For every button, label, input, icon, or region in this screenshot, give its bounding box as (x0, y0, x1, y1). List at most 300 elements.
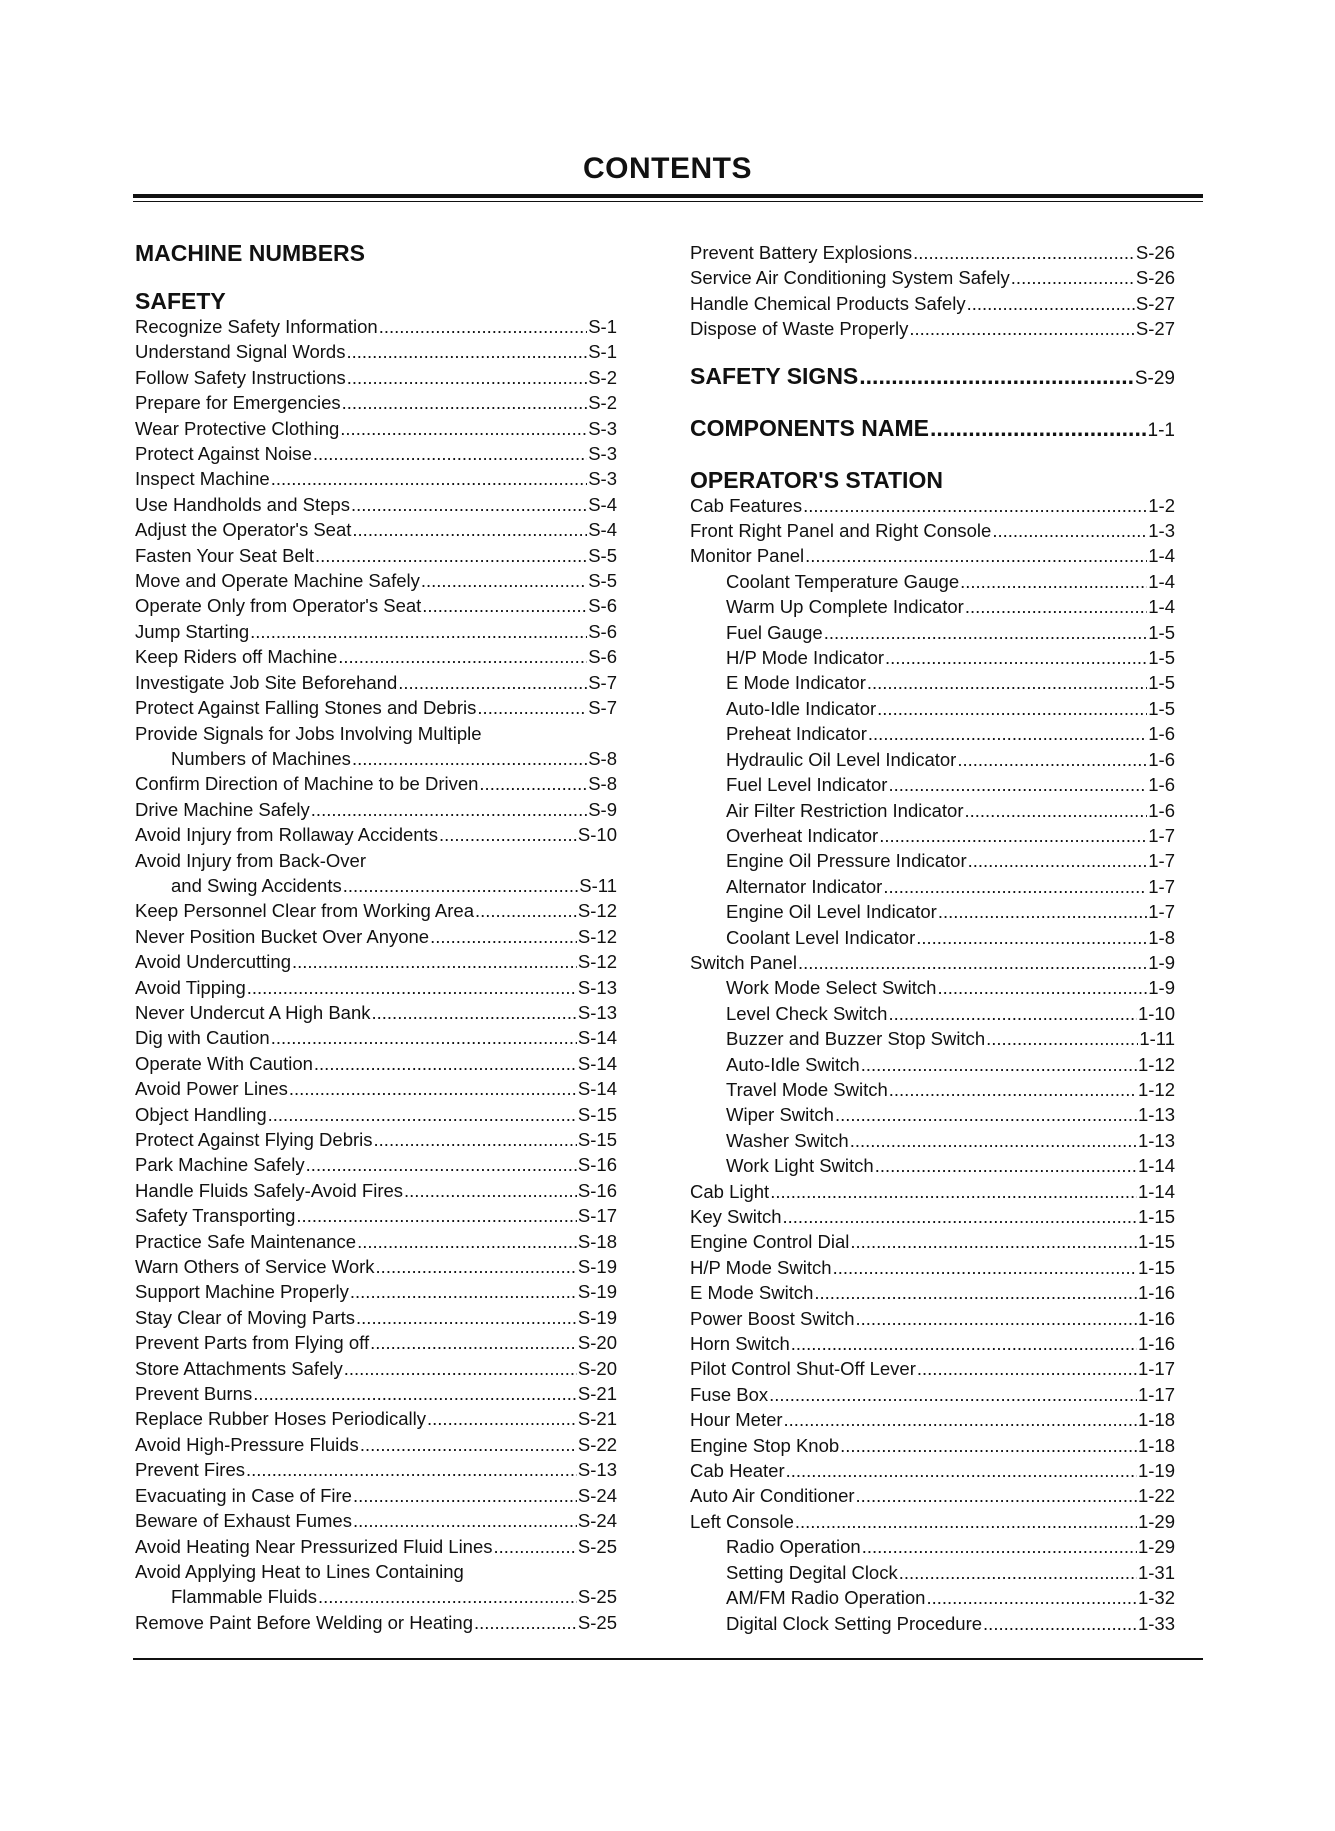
toc-entry-label: Safety Transporting (135, 1205, 296, 1227)
toc-entry-label: Fuel Gauge (726, 621, 823, 643)
toc-entry-label: Jump Starting (135, 620, 250, 642)
leader-dots (379, 314, 588, 339)
toc-entry[interactable] (135, 975, 617, 1000)
leader-dots (868, 721, 1147, 746)
section-components-name[interactable]: COMPONENTS NAME ..... 1-1 (690, 414, 1175, 445)
toc-entry[interactable] (135, 1381, 617, 1406)
toc-entry[interactable] (690, 240, 1175, 265)
toc-entry-page: S-1 (588, 316, 617, 337)
toc-entry-label: Wiper Switch (726, 1104, 834, 1126)
leader-dots (879, 823, 1147, 848)
toc-entry-page: 1-2 (1148, 494, 1175, 516)
toc-entry[interactable] (135, 695, 617, 720)
toc-entry[interactable] (135, 1051, 617, 1076)
toc-entry-page: 1-14 (1137, 1180, 1175, 1202)
toc-entry-label: Radio Operation (726, 1536, 861, 1558)
toc-entry-label: E Mode Switch (690, 1282, 814, 1304)
toc-entry[interactable] (135, 1025, 617, 1050)
leader-dots (338, 644, 587, 669)
toc-entry[interactable] (690, 645, 1175, 670)
toc-entry-page: 1-6 (1148, 748, 1175, 770)
leader-dots (372, 1000, 577, 1025)
toc-entry[interactable] (690, 543, 1175, 568)
toc-entry[interactable]: Numbers of Machines ..... S-8 (135, 746, 617, 771)
leader-dots (357, 1229, 577, 1254)
toc-entry-page: 1-5 (1148, 697, 1175, 719)
leader-dots (289, 1076, 577, 1101)
toc-entry[interactable] (135, 924, 617, 949)
toc-entry-label: Fuel Level Indicator (726, 774, 888, 796)
toc-entry-label: Recognize Safety Information (135, 316, 378, 337)
leader-dots (439, 822, 577, 847)
toc-entry[interactable] (135, 1254, 617, 1279)
toc-entry[interactable] (690, 1255, 1175, 1280)
leader-dots (783, 1204, 1137, 1229)
toc-entry-label: Travel Mode Switch (726, 1078, 888, 1100)
leader-dots (983, 1611, 1137, 1636)
toc-entry-label: Prevent Battery Explosions (690, 242, 913, 263)
toc-entry[interactable] (135, 1305, 617, 1330)
toc-entry[interactable] (135, 390, 617, 415)
toc-entry[interactable] (135, 898, 617, 923)
toc-entry[interactable] (690, 1077, 1175, 1102)
toc-entry-page: S-9 (588, 798, 617, 820)
toc-entry[interactable] (690, 721, 1175, 746)
toc-entry[interactable] (690, 798, 1175, 823)
toc-entry[interactable] (690, 1356, 1175, 1381)
top-rule-thin (133, 201, 1203, 202)
leader-dots (398, 670, 587, 695)
toc-entry[interactable] (135, 593, 617, 618)
toc-entry-label: Coolant Level Indicator (726, 926, 916, 948)
toc-entry-label: Keep Personnel Clear from Working Area (135, 900, 474, 922)
leader-dots (346, 339, 587, 364)
toc-entry-page: S-15 (577, 1103, 617, 1125)
toc-entry-label: Cab Light (690, 1180, 770, 1202)
toc-list (690, 1179, 1175, 1535)
toc-entry-page: 1-15 (1137, 1231, 1175, 1253)
leader-dots (344, 1356, 577, 1381)
leader-dots (965, 594, 1147, 619)
toc-entry[interactable] (135, 416, 617, 441)
toc-entry-page: S-1 (588, 341, 617, 363)
toc-entry-label: Hour Meter (690, 1409, 783, 1431)
toc-entry[interactable] (690, 747, 1175, 772)
toc-entry-label: Confirm Direction of Machine to be Driven (135, 773, 479, 795)
leader-dots (477, 695, 587, 720)
toc-entry-label: Engine Oil Level Indicator (726, 901, 937, 923)
toc-entry[interactable] (690, 925, 1175, 950)
toc-entry[interactable] (135, 1127, 617, 1152)
toc-entry-page: 1-7 (1148, 875, 1175, 897)
toc-entry-label: Protect Against Flying Debris (135, 1129, 373, 1150)
toc-entry[interactable] (690, 1128, 1175, 1153)
toc-entry[interactable] (690, 291, 1175, 316)
toc-entry-page: S-5 (588, 544, 617, 566)
toc-entry-page: S-19 (577, 1281, 617, 1303)
toc-entry-label: Investigate Job Site Beforehand (135, 671, 398, 693)
toc-entry-page: 1-9 (1148, 977, 1175, 999)
toc-entry-page: S-12 (577, 925, 617, 947)
toc-entry-page: 1-12 (1137, 1053, 1175, 1075)
toc-entry-page: 1-15 (1137, 1256, 1175, 1278)
toc-entry-page: 1-14 (1137, 1155, 1175, 1177)
leader-dots (888, 1001, 1137, 1026)
toc-entry-label: Handle Chemical Products Safely (690, 292, 966, 314)
toc-entry-label: Prepare for Emergencies (135, 392, 341, 414)
toc-entry[interactable] (690, 1407, 1175, 1432)
toc-entry[interactable] (135, 619, 617, 644)
toc-entry[interactable] (690, 594, 1175, 619)
toc-entry-label: Power Boost Switch (690, 1307, 855, 1329)
toc-entry-page: 1-29 (1137, 1510, 1175, 1532)
toc-entry-page: 1-10 (1137, 1002, 1175, 1024)
toc-entry-page: S-27 (1135, 318, 1175, 340)
leader-dots (938, 899, 1147, 924)
toc-entry-label: Warm Up Complete Indicator (726, 596, 964, 618)
toc-list (690, 493, 1175, 569)
leader-dots (803, 493, 1147, 518)
leader-dots (347, 365, 587, 390)
leader-dots (314, 1051, 577, 1076)
leader-dots (885, 645, 1147, 670)
toc-entry-page: S-16 (577, 1179, 617, 1201)
toc-entry-label: Engine Control Dial (690, 1231, 850, 1253)
toc-entry-label: Adjust the Operator's Seat (135, 519, 352, 541)
toc-entry[interactable]: and Swing Accidents ..... S-11 (135, 873, 617, 898)
toc-entry[interactable] (690, 1331, 1175, 1356)
toc-entry[interactable] (135, 1279, 617, 1304)
toc-entry[interactable] (135, 822, 617, 847)
toc-entry-label: Engine Oil Pressure Indicator (726, 850, 967, 872)
toc-entry[interactable] (135, 1102, 617, 1127)
toc-entry-page: S-3 (588, 417, 617, 439)
toc-entry-page: 1-19 (1137, 1460, 1175, 1482)
toc-entry[interactable] (135, 517, 617, 542)
toc-entry[interactable] (135, 1178, 617, 1203)
toc-entry-line[interactable]: Provide Signals for Jobs Involving Multiple (135, 722, 482, 744)
toc-entry-page: 1-4 (1148, 545, 1175, 567)
toc-entry-label: Horn Switch (690, 1333, 790, 1355)
toc-entry[interactable] (690, 874, 1175, 899)
toc-entry-page: 1-29 (1137, 1536, 1175, 1558)
leader-dots (769, 1382, 1137, 1407)
leader-dots (340, 416, 587, 441)
toc-entry-page: 1-16 (1137, 1307, 1175, 1329)
toc-entry-label: Never Undercut A High Bank (135, 1001, 371, 1023)
leader-dots (1011, 265, 1135, 290)
toc-entry-label: Prevent Fires (135, 1459, 246, 1481)
toc-entry-page: S-21 (577, 1383, 617, 1405)
leader-dots (246, 1457, 577, 1482)
toc-entry[interactable] (135, 1330, 617, 1355)
top-rule (133, 194, 1203, 198)
leader-dots (352, 517, 587, 542)
toc-entry-label: Use Handholds and Steps (135, 493, 350, 515)
toc-entry-line[interactable]: Avoid Applying Heat to Lines Containing (135, 1560, 464, 1582)
page-title: CONTENTS (583, 152, 752, 185)
toc-entry[interactable] (135, 1534, 617, 1559)
toc-entry-page: S-12 (577, 951, 617, 973)
leader-dots (899, 1560, 1137, 1585)
toc-list (690, 240, 1175, 342)
toc-entry[interactable] (690, 1229, 1175, 1254)
toc-entry-label: Keep Riders off Machine (135, 646, 338, 668)
toc-entry[interactable] (135, 949, 617, 974)
leader-dots (877, 696, 1147, 721)
toc-entry-page: 1-7 (1148, 850, 1175, 872)
toc-entry[interactable] (690, 1382, 1175, 1407)
toc-entry[interactable] (690, 1585, 1175, 1610)
toc-entry[interactable] (135, 1152, 617, 1177)
toc-entry-page: S-26 (1135, 267, 1175, 289)
toc-entry[interactable] (690, 620, 1175, 645)
toc-entry[interactable] (690, 1458, 1175, 1483)
toc-entry-label: Handle Fluids Safely-Avoid Fires (135, 1179, 404, 1201)
toc-entry-page: 1-18 (1137, 1409, 1175, 1431)
leader-dots (992, 518, 1147, 543)
toc-entry-line[interactable]: Avoid Injury from Back-Over (135, 849, 366, 871)
leader-dots (292, 949, 577, 974)
toc-entry-page: 1-5 (1148, 621, 1175, 643)
toc-sublist (690, 975, 1175, 1178)
toc-entry[interactable] (690, 1052, 1175, 1077)
toc-entry-label: Move and Operate Machine Safely (135, 570, 420, 592)
toc-entry[interactable] (135, 492, 617, 517)
toc-entry-page: S-5 (588, 570, 617, 592)
toc-entry-label: Store Attachments Safely (135, 1357, 343, 1379)
toc-entry-page: 1-4 (1148, 596, 1175, 618)
toc-entry-label: Wear Protective Clothing (135, 417, 340, 439)
toc-entry-label: H/P Mode Switch (690, 1256, 832, 1278)
toc-entry[interactable] (690, 1026, 1175, 1051)
section-operators-station[interactable]: OPERATOR'S STATION (690, 466, 943, 493)
toc-entry[interactable] (690, 1153, 1175, 1178)
toc-entry[interactable] (135, 797, 617, 822)
leader-dots (883, 874, 1147, 899)
toc-entry-page: S-18 (577, 1230, 617, 1252)
toc-entry-page: 1-13 (1137, 1104, 1175, 1126)
toc-entry-page: S-14 (577, 1027, 617, 1049)
toc-entry-page: S-14 (577, 1078, 617, 1100)
toc-entry[interactable] (690, 1483, 1175, 1508)
leader-dots (376, 1254, 577, 1279)
leader-dots (957, 747, 1147, 772)
toc-entry[interactable] (135, 1457, 617, 1482)
toc-entry[interactable]: Switch Panel ..... 1-9 (690, 950, 1175, 975)
toc-entry[interactable] (690, 1611, 1175, 1636)
toc-entry-page: S-15 (577, 1129, 617, 1150)
leader-dots (850, 1128, 1137, 1153)
toc-entry[interactable] (690, 1306, 1175, 1331)
toc-entry[interactable] (690, 1560, 1175, 1585)
toc-entry[interactable] (690, 569, 1175, 594)
toc-entry-page: S-7 (588, 671, 617, 693)
toc-entry[interactable] (690, 975, 1175, 1000)
toc-entry-label: Follow Safety Instructions (135, 366, 346, 388)
toc-entry-page: 1-31 (1137, 1561, 1175, 1583)
toc-entry-label: Avoid Heating Near Pressurized Fluid Lines (135, 1535, 493, 1557)
toc-entry[interactable] (690, 1534, 1175, 1559)
toc-entry-label: Fasten Your Seat Belt (135, 544, 314, 566)
bottom-rule (133, 1658, 1203, 1660)
toc-entry-label: Preheat Indicator (726, 723, 867, 745)
section-machine-numbers[interactable]: MACHINE NUMBERS (135, 240, 365, 266)
toc-entry[interactable] (135, 1203, 617, 1228)
leader-dots (374, 1127, 577, 1152)
leader-dots (786, 1458, 1137, 1483)
toc-entry-page: S-24 (577, 1484, 617, 1506)
leader-dots (889, 1077, 1137, 1102)
toc-entry[interactable] (690, 493, 1175, 518)
toc-entry-page: S-19 (577, 1256, 617, 1278)
toc-entry-label: Avoid Injury from Rollaway Accidents (135, 824, 438, 846)
toc-entry-label: Inspect Machine (135, 468, 270, 490)
toc-entry[interactable] (135, 670, 617, 695)
toc-entry-page: 1-32 (1137, 1587, 1175, 1609)
toc-entry[interactable] (690, 1179, 1175, 1204)
toc-entry-page: 1-17 (1137, 1358, 1175, 1380)
toc-entry-label: Front Right Panel and Right Console (690, 520, 992, 542)
toc-entry-page: S-20 (577, 1357, 617, 1379)
toc-entry[interactable] (690, 772, 1175, 797)
toc-entry-label: Prevent Parts from Flying off (135, 1332, 370, 1354)
toc-entry-label: Stay Clear of Moving Parts (135, 1306, 356, 1328)
leader-dots (421, 568, 587, 593)
leader-dots (814, 1280, 1137, 1305)
leader-dots (968, 848, 1148, 873)
toc-entry[interactable] (690, 823, 1175, 848)
toc-entry-page: S-4 (588, 519, 617, 541)
leader-dots (370, 1330, 577, 1355)
toc-entry[interactable] (135, 1076, 617, 1101)
toc-entry[interactable] (690, 1204, 1175, 1229)
toc-entry-label: H/P Mode Indicator (726, 647, 885, 669)
section-safety-signs[interactable]: SAFETY SIGNS ..... S-29 (690, 362, 1175, 393)
toc-entry[interactable] (690, 1001, 1175, 1026)
toc-entry[interactable] (690, 316, 1175, 341)
leader-dots (967, 291, 1135, 316)
toc-entry[interactable] (690, 265, 1175, 290)
toc-entry[interactable] (690, 1102, 1175, 1127)
toc-entry-label: Warn Others of Service Work (135, 1256, 375, 1278)
leader-dots (986, 1026, 1138, 1051)
toc-entry-page: S-21 (577, 1408, 617, 1430)
leader-dots (833, 1255, 1137, 1280)
leader-dots (315, 543, 587, 568)
leader-dots (268, 1102, 577, 1127)
toc-entry[interactable] (135, 1432, 617, 1457)
toc-entry[interactable] (690, 670, 1175, 695)
leader-dots (861, 1052, 1137, 1077)
toc-entry-page: 1-6 (1148, 723, 1175, 745)
toc-entry-label: Engine Stop Knob (690, 1434, 840, 1456)
toc-entry-page: 1-4 (1148, 570, 1175, 592)
toc-entry-label: Practice Safe Maintenance (135, 1230, 357, 1252)
toc-entry-label: Setting Degital Clock (726, 1561, 898, 1583)
toc-entry-label: Evacuating in Case of Fire (135, 1484, 352, 1506)
toc-entry-label: Prevent Burns (135, 1383, 253, 1405)
toc-entry[interactable] (690, 1433, 1175, 1458)
left-column (135, 240, 617, 1635)
toc-entry-page: S-24 (577, 1510, 617, 1532)
toc-entry[interactable] (135, 644, 617, 669)
toc-entry-page: 1-5 (1148, 672, 1175, 694)
leader-dots (342, 390, 588, 415)
leader-dots (306, 1152, 577, 1177)
toc-entry-label: Washer Switch (726, 1129, 849, 1151)
toc-entry[interactable] (690, 1280, 1175, 1305)
toc-entry[interactable]: Remove Paint Before Welding or Heating ..... S-25 (135, 1610, 617, 1635)
toc-entry[interactable] (690, 899, 1175, 924)
leader-dots (494, 1534, 577, 1559)
toc-entry[interactable] (690, 518, 1175, 543)
toc-entry-page: 1-17 (1137, 1383, 1175, 1405)
toc-entry[interactable] (135, 1356, 617, 1381)
toc-entry[interactable] (135, 314, 617, 339)
toc-entry[interactable] (135, 1000, 617, 1025)
leader-dots (479, 771, 587, 796)
leader-dots (835, 1102, 1137, 1127)
leader-dots (770, 1179, 1137, 1204)
toc-entry-page: S-4 (588, 493, 617, 515)
leader-dots (875, 1153, 1137, 1178)
leader-dots (247, 975, 577, 1000)
toc-entry[interactable] (135, 466, 617, 491)
toc-entry-page: S-13 (577, 1001, 617, 1023)
toc-entry-label: Object Handling (135, 1103, 267, 1125)
leader-dots (427, 1406, 577, 1431)
leader-dots (917, 1356, 1137, 1381)
toc-entry-page: 1-13 (1137, 1129, 1175, 1151)
toc-entry[interactable] (690, 696, 1175, 721)
toc-entry[interactable] (690, 848, 1175, 873)
toc-entry[interactable] (135, 771, 617, 796)
toc-entry-page: S-7 (588, 697, 617, 719)
toc-entry-label: E Mode Indicator (726, 672, 866, 694)
toc-entry-page: S-2 (588, 366, 617, 388)
toc-entry[interactable]: Flammable Fluids ..... S-25 (135, 1584, 617, 1609)
toc-entry[interactable] (135, 568, 617, 593)
leader-dots (430, 924, 577, 949)
toc-entry-page: S-20 (577, 1332, 617, 1354)
toc-entry[interactable] (135, 365, 617, 390)
toc-entry-page: 1-15 (1137, 1206, 1175, 1227)
toc-entry[interactable] (135, 339, 617, 364)
toc-entry-label: Coolant Temperature Gauge (726, 570, 960, 592)
toc-entry[interactable] (135, 1406, 617, 1431)
toc-entry-page: S-12 (577, 900, 617, 922)
toc-entry[interactable] (690, 1509, 1175, 1534)
leader-dots (909, 316, 1135, 341)
toc-entry[interactable] (135, 543, 617, 568)
toc-entry[interactable] (135, 1508, 617, 1533)
section-safety[interactable]: SAFETY (135, 288, 226, 314)
leader-dots (313, 441, 587, 466)
toc-entry[interactable] (135, 1483, 617, 1508)
toc-entry-page: 1-3 (1148, 520, 1175, 542)
toc-entry-label: Hydraulic Oil Level Indicator (726, 748, 957, 770)
toc-entry-page: S-6 (588, 646, 617, 668)
toc-entry-label: Understand Signal Words (135, 341, 346, 363)
toc-entry-label: Drive Machine Safely (135, 798, 310, 820)
toc-entry[interactable] (135, 1229, 617, 1254)
toc-entry-label: Cab Heater (690, 1460, 785, 1482)
leader-dots (856, 1483, 1137, 1508)
leader-dots (351, 492, 587, 517)
toc-entry-label: Support Machine Properly (135, 1281, 349, 1303)
toc-entry[interactable] (135, 441, 617, 466)
